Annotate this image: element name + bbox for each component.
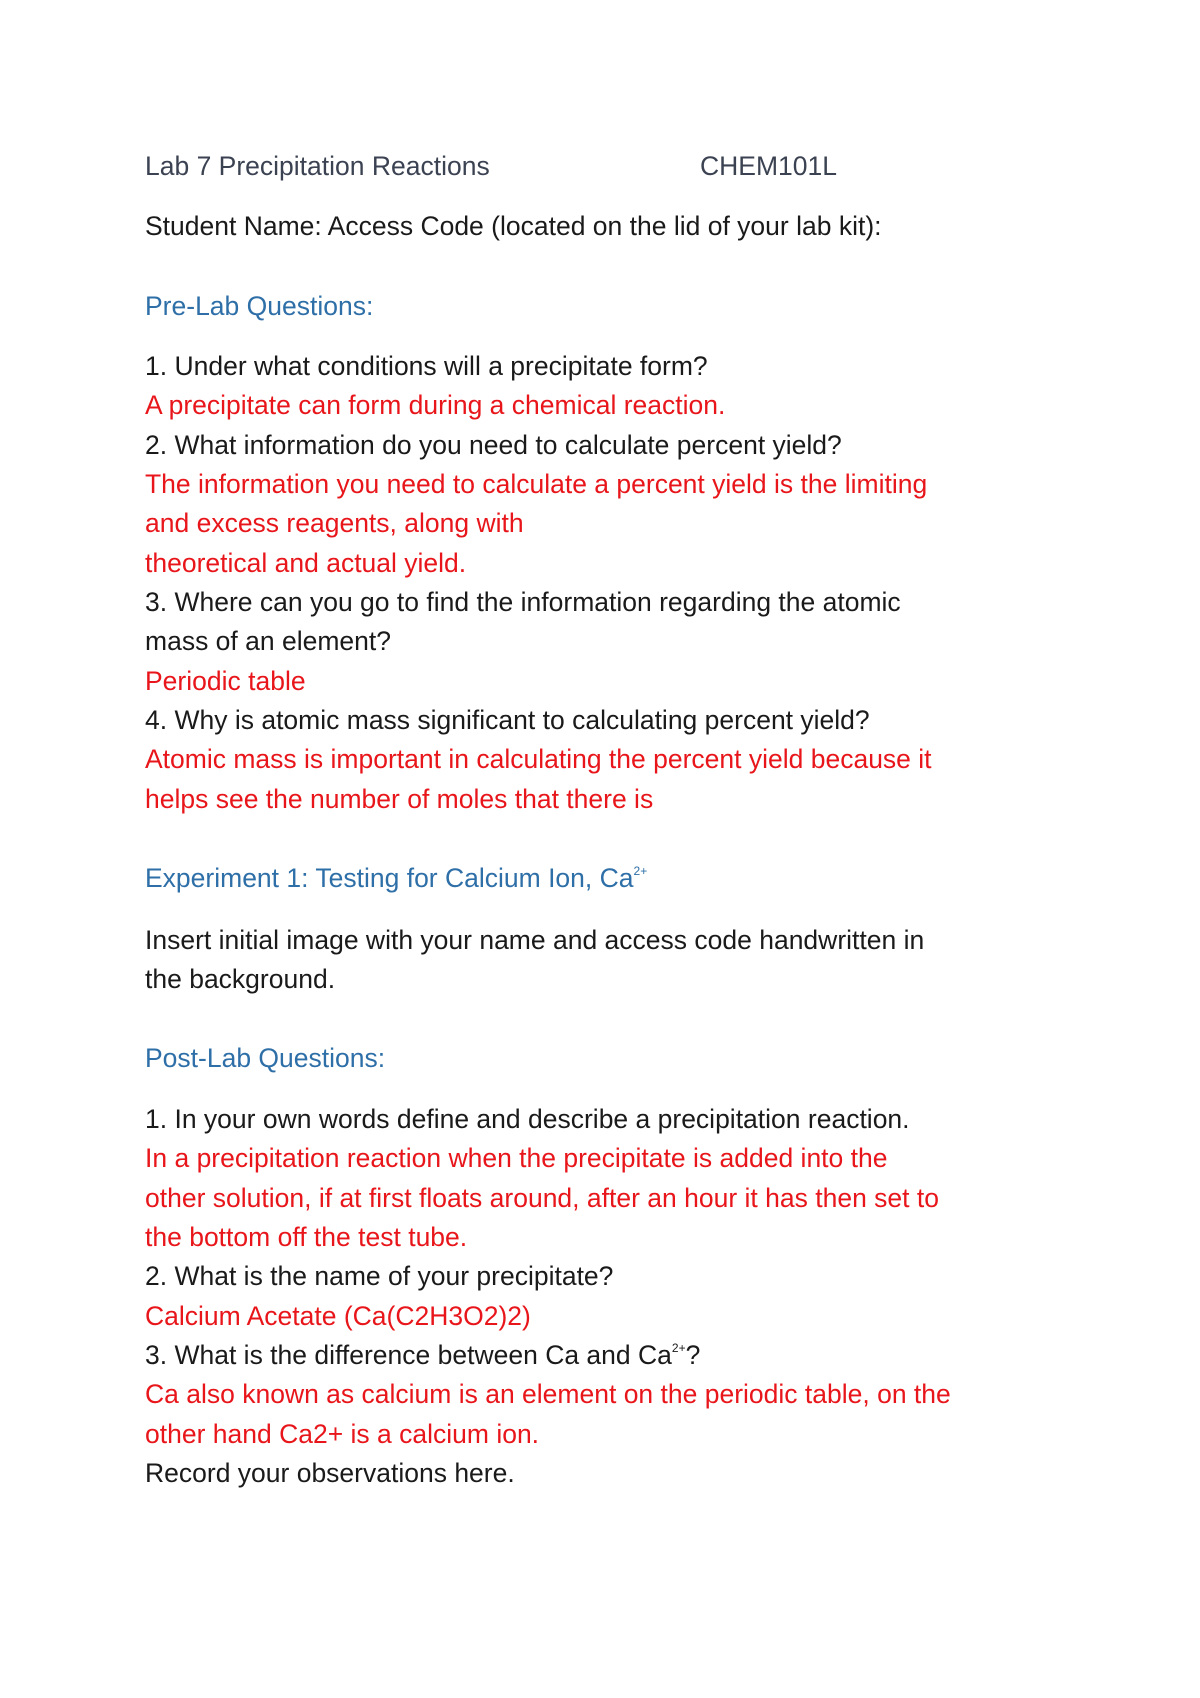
postlab-answer-1-line-1: In a precipitation reaction when the precipitate is added into the [145, 1143, 888, 1173]
prelab-answer-4-line-1: Atomic mass is important in calculating the percent yield because it [145, 744, 932, 774]
prelab-heading: Pre-Lab Questions: [145, 291, 374, 321]
record-observations-line: Record your observations here. [145, 1458, 515, 1488]
prelab-answer-3: Periodic table [145, 666, 306, 696]
postlab-question-3-text: 3. What is the difference between Ca and Ca [145, 1340, 672, 1370]
prelab-answer-4-line-2: helps see the number of moles that there is [145, 784, 654, 814]
prelab-answer-2-line-3: theoretical and actual yield. [145, 548, 467, 578]
postlab-answer-3-line-2: other hand Ca2+ is a calcium ion. [145, 1419, 540, 1449]
prelab-answer-2-line-1: The information you need to calculate a percent yield is the limiting [145, 469, 928, 499]
postlab-answer-1-line-3: the bottom off the test tube. [145, 1222, 468, 1252]
postlab-question-3 [145, 1339, 700, 1371]
postlab-answer-1-line-2: other solution, if at first floats around, after an hour it has then set to [145, 1183, 939, 1213]
postlab-question-3-superscript: 2+ [671, 1341, 686, 1355]
experiment-1-heading [145, 862, 647, 894]
prelab-question-3-line-2: mass of an element? [145, 626, 391, 656]
prelab-question-4: 4. Why is atomic mass significant to calculating percent yield? [145, 705, 870, 735]
experiment-1-instruction-line-2: the background. [145, 964, 336, 994]
postlab-question-1: 1. In your own words define and describe a precipitation reaction. [145, 1104, 910, 1134]
lab-title-line [145, 150, 837, 182]
postlab-answer-2: Calcium Acetate (Ca(C2H3O2)2) [145, 1301, 531, 1331]
experiment-1-heading-superscript: 2+ [633, 864, 648, 878]
postlab-question-3-end: ? [685, 1340, 701, 1370]
postlab-question-2: 2. What is the name of your precipitate? [145, 1261, 614, 1291]
student-name-line: Student Name: Access Code (located on the lid of your lab kit): [145, 211, 882, 241]
prelab-question-1: 1. Under what conditions will a precipitate form? [145, 351, 708, 381]
experiment-1-heading-text: Experiment 1: Testing for Calcium Ion, Ca [145, 863, 634, 893]
postlab-answer-3-line-1: Ca also known as calcium is an element on the periodic table, on the [145, 1379, 951, 1409]
lab-title: Lab 7 Precipitation Reactions [145, 151, 490, 181]
prelab-question-2: 2. What information do you need to calculate percent yield? [145, 430, 842, 460]
course-code: CHEM101L [700, 151, 837, 181]
prelab-answer-1: A precipitate can form during a chemical reaction. [145, 390, 726, 420]
prelab-answer-2-line-2: and excess reagents, along with [145, 508, 524, 538]
postlab-heading: Post-Lab Questions: [145, 1043, 386, 1073]
experiment-1-instruction-line-1: Insert initial image with your name and access code handwritten in [145, 925, 925, 955]
prelab-question-3-line-1: 3. Where can you go to find the information regarding the atomic [145, 587, 901, 617]
